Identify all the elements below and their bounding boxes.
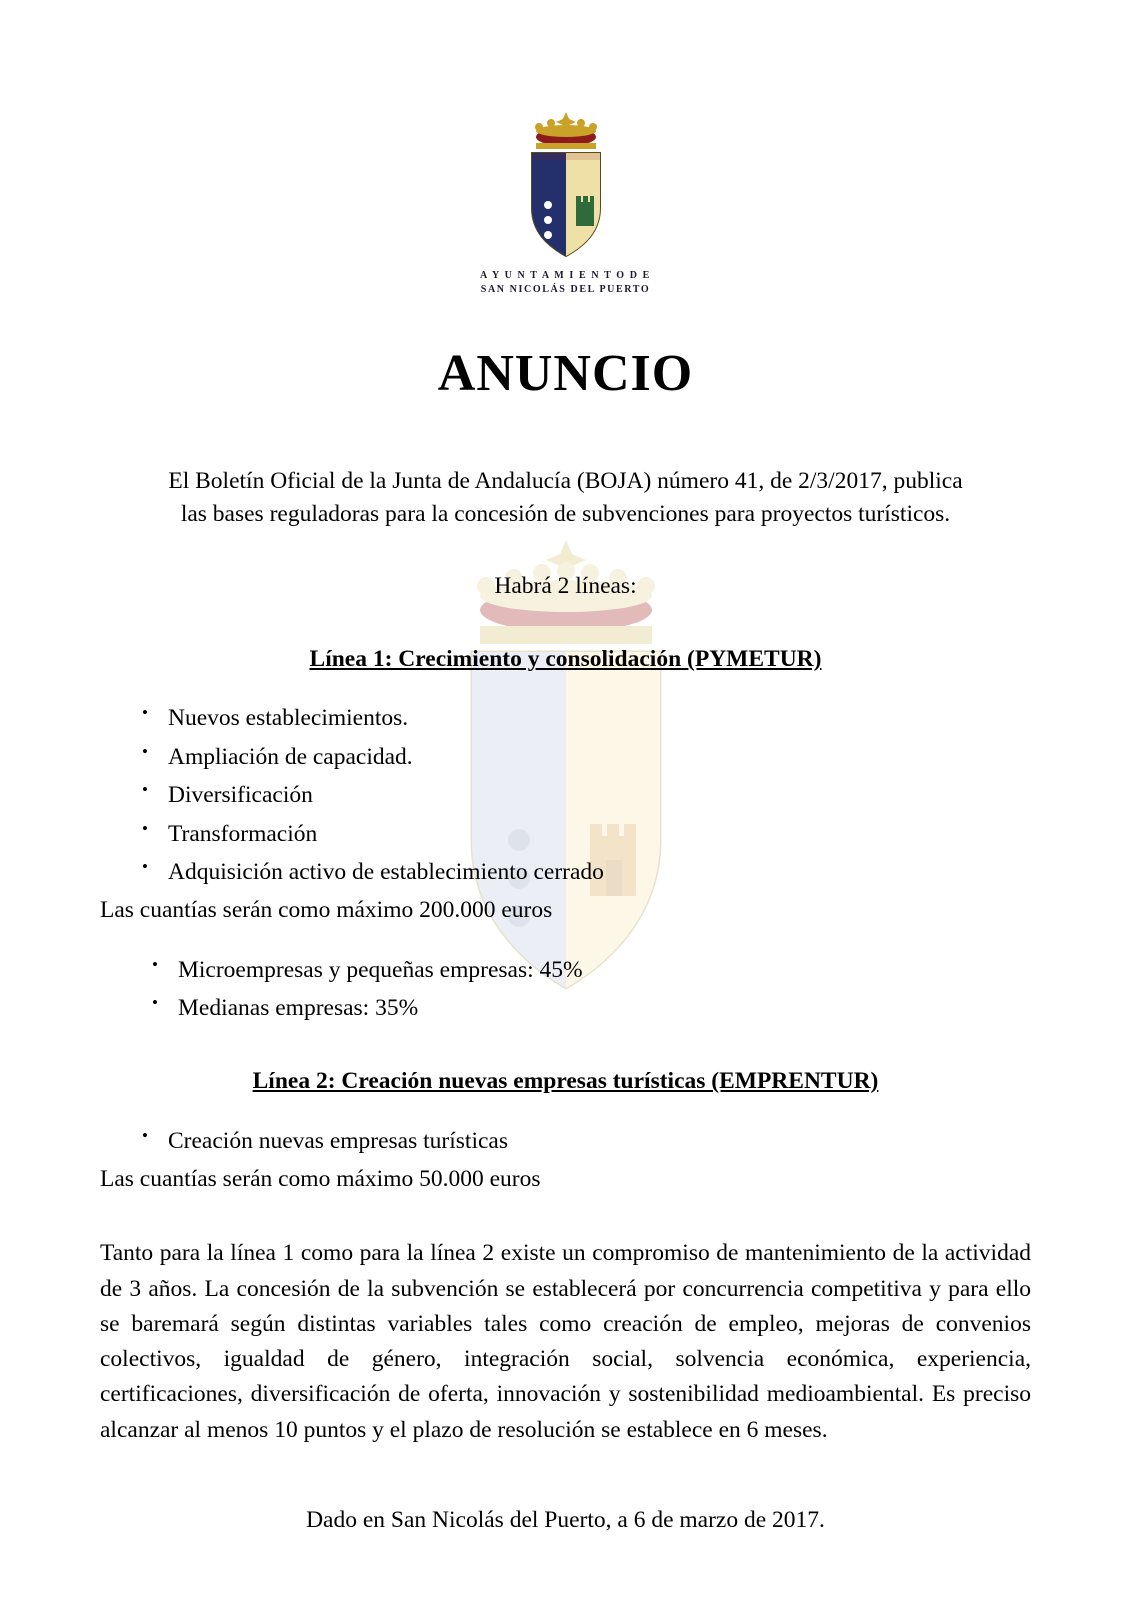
intro-paragraph [100, 465, 1031, 532]
list-item: • Ampliación de capacidad. [100, 741, 1031, 774]
bullet-list-linea-1 [100, 702, 1031, 889]
crest-caption-line1: A Y U N T A M I E N T O D E [480, 270, 651, 281]
amount-text-linea-2: Las cuantías serán como máximo 50.000 euros [100, 1166, 541, 1193]
body-paragraph: Tanto para la línea 1 como para la línea 2 existe un compromiso de mantenimiento de la actividad de 3 años. La concesión de la subvención se establecerá por concurrencia competitiva y para ello se baremará según distintas variables tales como creación de empleo, mejoras de convenios colectivos, igualdad de género, integración social, solvencia económica, experiencia, certificaciones, diversificación de oferta, innovación y sostenibilidad medioambiental. Es preciso alcanzar al menos 10 puntos y el plazo de resolución se establece en 6 meses. [100, 1240, 1031, 1443]
crest-caption [0, 269, 1131, 296]
coat-of-arms-icon [506, 110, 626, 260]
list-item: • Adquisición activo de establecimiento cerrado [100, 856, 1031, 889]
list-item: • Diversificación [100, 779, 1031, 812]
document-body [100, 465, 1031, 1537]
sub-bullet-list-linea-1 [100, 954, 1031, 1026]
bullet-list-linea-2 [100, 1125, 1031, 1158]
page-title: ANUNCIO [437, 345, 694, 402]
section-heading-linea-1: Línea 1: Crecimiento y consolidación (PYMETUR) [309, 646, 822, 673]
header-crest [0, 0, 1131, 296]
list-item: • Transformación [100, 818, 1031, 851]
intro-line-1: El Boletín Oficial de la Junta de Andalucía (BOJA) número 41, de 2/3/2017, publica [168, 468, 963, 494]
crest-caption-line2: SAN NICOLÁS DEL PUERTO [480, 283, 651, 295]
lines-count-text: Habrá 2 líneas: [494, 572, 637, 599]
list-item: • Medianas empresas: 35% [100, 992, 1031, 1025]
section-heading-linea-2: Línea 2: Creación nuevas empresas turísticas (EMPRENTUR) [252, 1068, 879, 1095]
list-item: • Microempresas y pequeñas empresas: 45% [100, 954, 1031, 987]
list-item: • Creación nuevas empresas turísticas [100, 1125, 1031, 1158]
intro-line-2: las bases reguladoras para la concesión de subvenciones para proyectos turísticos. [180, 501, 951, 528]
amount-text-linea-1: Las cuantías serán como máximo 200.000 euros [100, 897, 553, 924]
list-item: • Nuevos establecimientos. [100, 702, 1031, 735]
signature-line: Dado en San Nicolás del Puerto, a 6 de marzo de 2017. [306, 1506, 825, 1533]
